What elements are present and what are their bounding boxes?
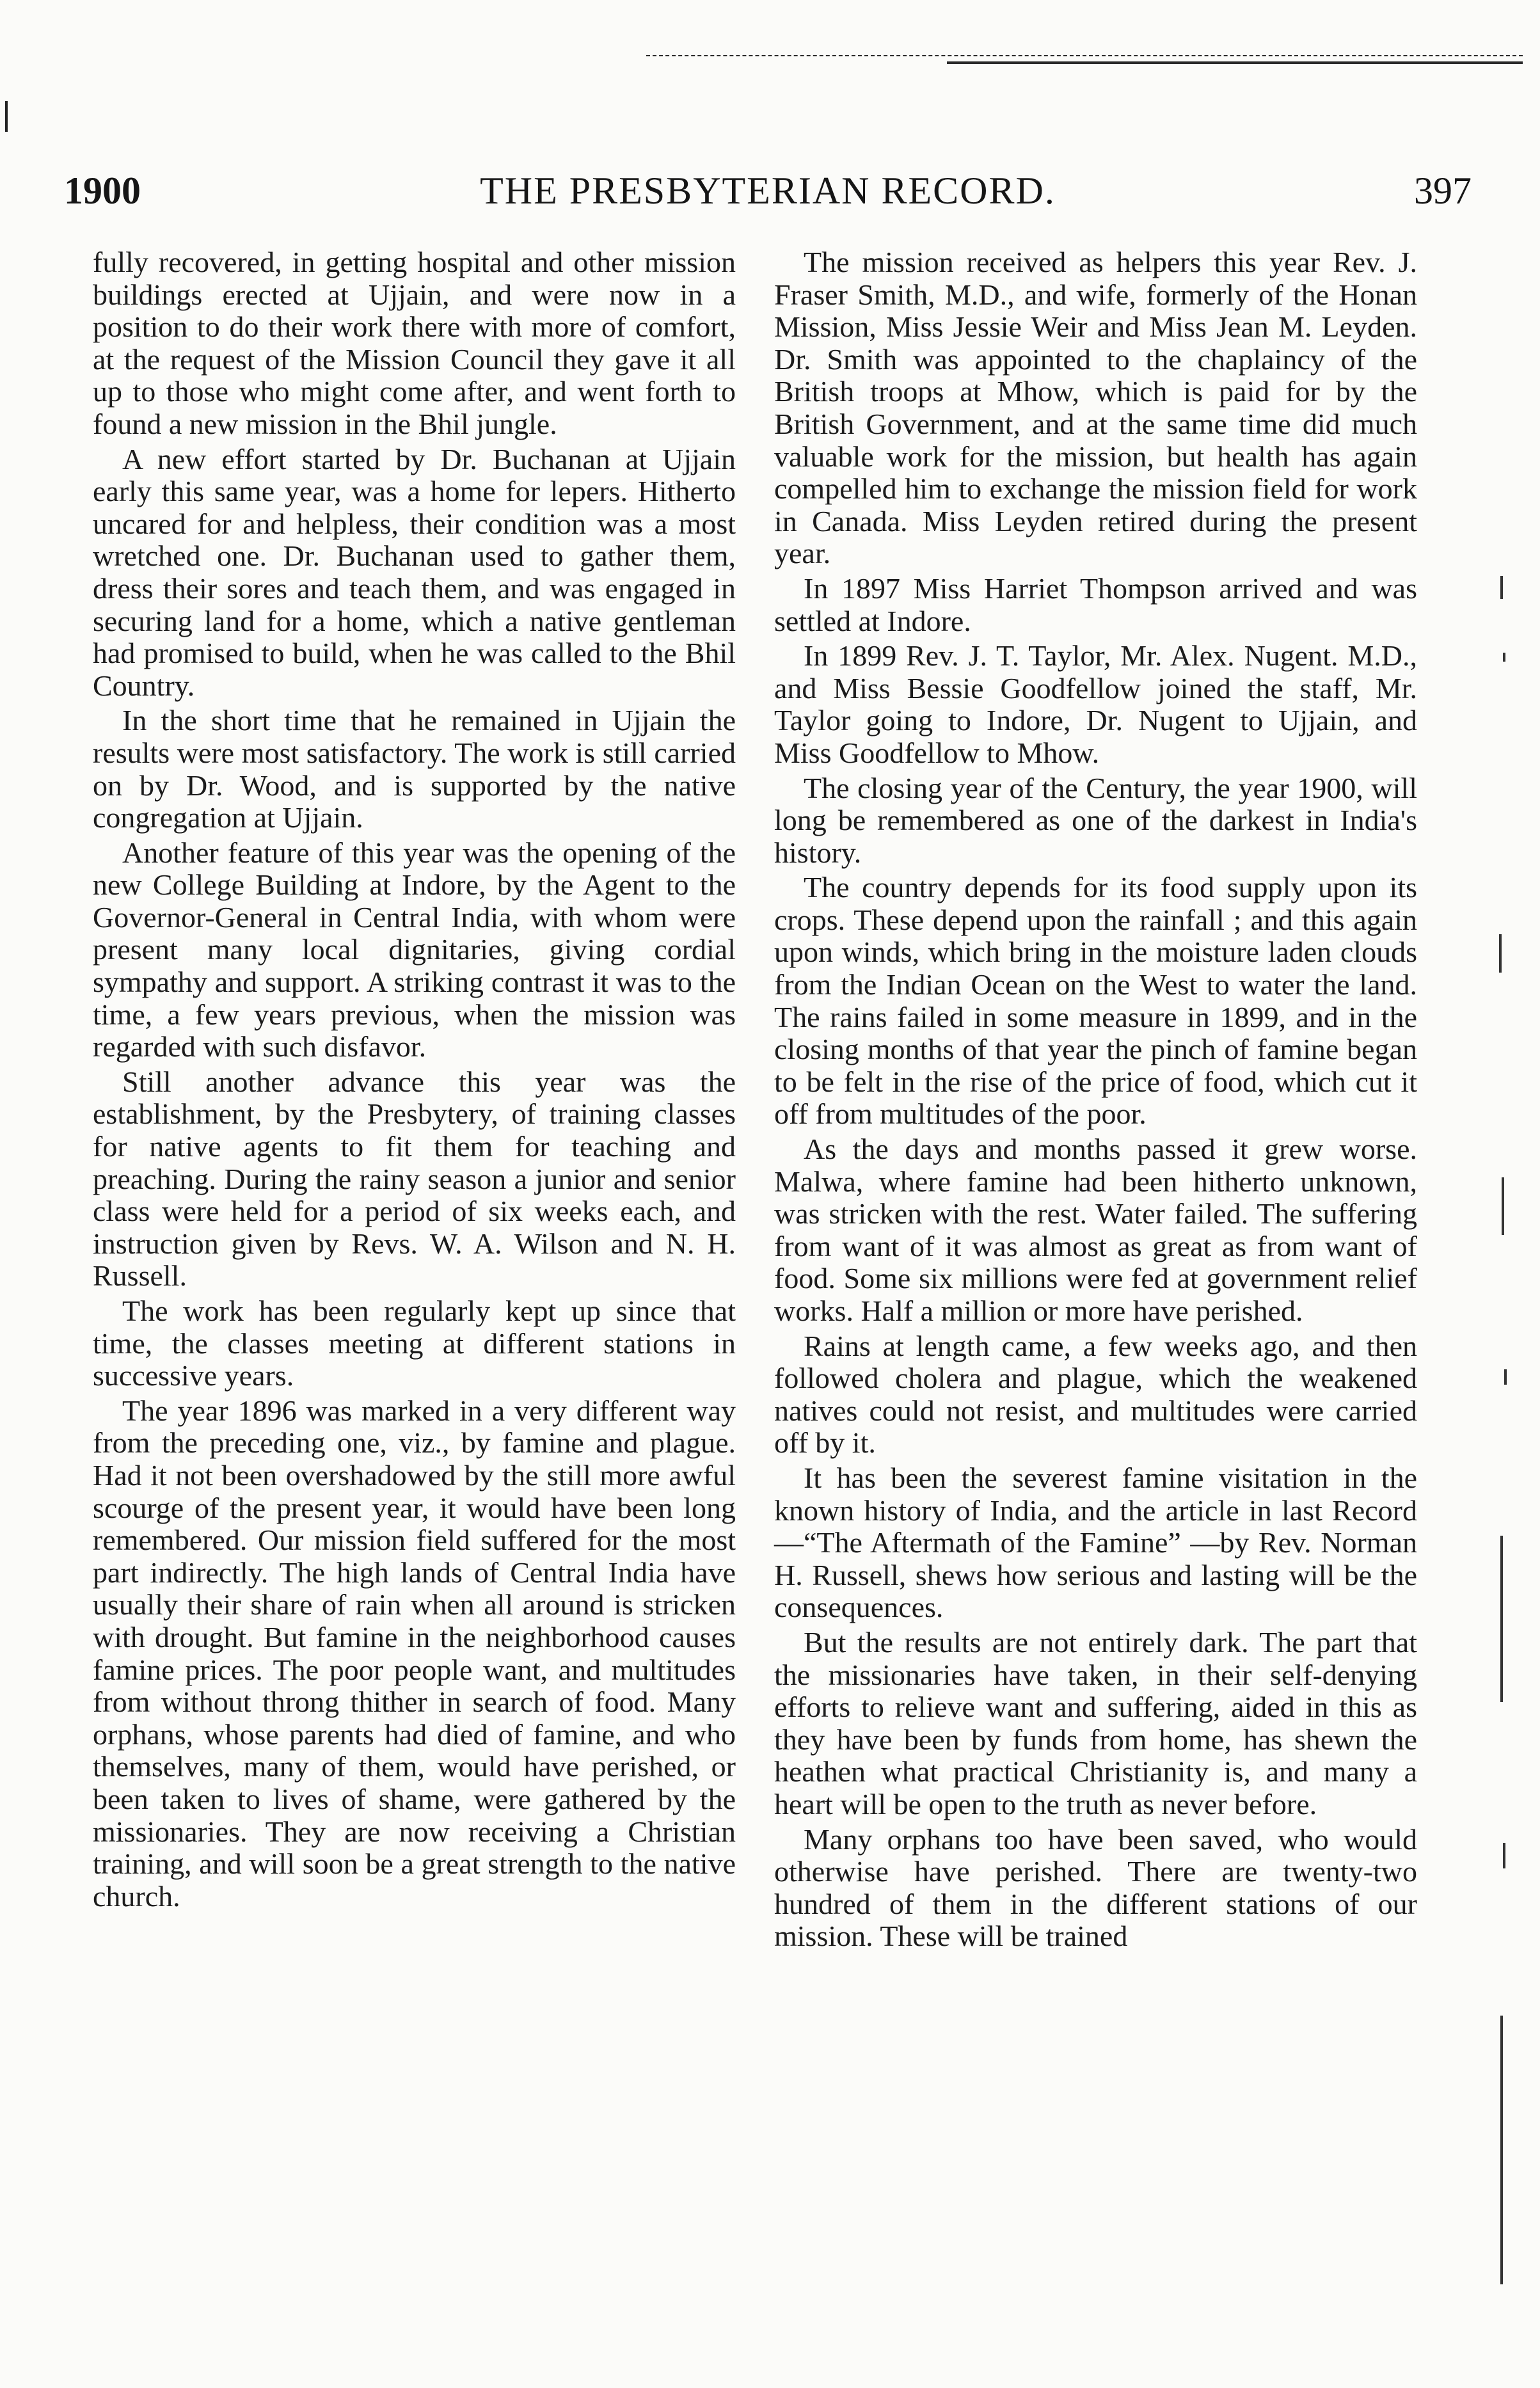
paragraph: A new effort started by Dr. Buchanan at Ujjain early this same year, was a home for lepers. Hitherto uncared for and helpless, their condition was a most wretched one. Dr. Buchanan used to gather them, dress their sores and teach them, and was engaged in securing land for a home, which a native gentleman had promised to build, when he was called to the Bhil Country. [93, 442, 736, 702]
paragraph: The country depends for its food supply upon its crops. These depend upon the rainfall ; and this again upon winds, which bring in the moisture laden clouds from the Indian Ocean on the West to water the land. The rains failed in some measure in 1899, and in the closing months of that year the pinch of famine began to be felt in the rise of the price of food, which cut it off from multitudes of the poor. [774, 871, 1417, 1131]
paragraph: In 1897 Miss Harriet Thompson arrived and was settled at Indore. [774, 571, 1417, 637]
paragraph: Still another advance this year was the establishment, by the Presbytery, of training classes for native agents to fit them for teaching and preaching. During the rainy season a junior and senior class were held for a period of six weeks each, and instruction given by Revs. W. A. Wilson and N. H. Russell. [93, 1065, 736, 1293]
page-edge-noise [1475, 576, 1532, 2368]
paragraph: The work has been regularly kept up since that time, the classes meeting at different stations in successive years. [93, 1294, 736, 1392]
paragraph: In 1899 Rev. J. T. Taylor, Mr. Alex. Nugent. M.D., and Miss Bessie Goodfellow joined the staff, Mr. Taylor going to Indore, Dr. Nugent to Ujjain, and Miss Goodfellow to Mhow. [774, 639, 1417, 769]
left-column [93, 246, 736, 1913]
paragraph: As the days and months passed it grew worse. Malwa, where famine had been hitherto unknown, was stricken with the rest. Water failed. The suffering from want of it was almost as great as from want of food. Some six millions were fed at government relief works. Half a million or more have perished. [774, 1133, 1417, 1327]
paragraph: Many orphans too have been saved, who would otherwise have perished. There are twenty-two hundred of them in the different stations of our mission. These will be trained [774, 1822, 1417, 1953]
paragraph: The year 1896 was marked in a very different way from the preceding one, viz., by famine and plague. Had it not been overshadowed by the still more awful scourge of the present year, it would have been long remembered. Our mission field suffered for the most part indirectly. The high lands of Central India have usually their share of rain when all around is stricken with drought. But famine in the neighborhood causes famine prices. The poor people want, and multitudes from without throng thither in search of food. Many orphans, whose parents had died of famine, and who themselves, many of them, would have perished, or been taken to lives of shame, were gathered by the missionaries. They are now receiving a Christian training, and will soon be a great strength to the native church. [93, 1394, 736, 1913]
top-rule-heavy [947, 61, 1523, 64]
paragraph: It has been the severest famine visitation in the known history of India, and the article in last Record—“The Aftermath of the Famine” —by Rev. Norman H. Russell, shews how serious and lasting will be the consequences. [774, 1461, 1417, 1624]
paragraph: Another feature of this year was the opening of the new College Building at Indore, by the Agent to the Governor-General in Central India, with whom were present many local dignitaries, giving cordial sympathy and support. A striking contrast it was to the time, a few years previous, when the mission was regarded with such disfavor. [93, 836, 736, 1063]
header-year: 1900 [64, 170, 141, 212]
paragraph: The mission received as helpers this year Rev. J. Fraser Smith, M.D., and wife, formerly of the Honan Mission, Miss Jessie Weir and Miss Jean M. Leyden. Dr. Smith was appointed to the chaplaincy of the British troops at Mhow, which is paid for by the British Government, and at the same time did much valuable work for the mission, but health has again compelled him to exchange the mission field for work in Canada. Miss Leyden retired during the present year. [774, 246, 1417, 570]
paragraph: But the results are not entirely dark. The part that the missionaries have taken, in their self-denying efforts to relieve want and suffering, aided in this as they have been by funds from home, has shewn the heathen what practical Christianity is, and many a heart will be open to the truth as never before. [774, 1625, 1417, 1820]
running-header [64, 165, 1472, 216]
top-rule [646, 55, 1523, 56]
paragraph: The closing year of the Century, the year 1900, will long be remembered as one of the darkest in India's history. [774, 771, 1417, 869]
page-number: 397 [1414, 170, 1472, 212]
margin-mark [5, 101, 8, 132]
publication-title: THE PRESBYTERIAN RECORD. [480, 170, 1056, 212]
paragraph: In the short time that he remained in Ujjain the results were most satisfactory. The work is still carried on by Dr. Wood, and is supported by the native congregation at Ujjain. [93, 704, 736, 834]
right-column [774, 246, 1417, 1953]
paragraph: fully recovered, in getting hospital and other mission buildings erected at Ujjain, and were now in a position to do their work there with more of comfort, at the request of the Mission Council they gave it all up to those who might come after, and went forth to found a new mission in the Bhil jungle. [93, 246, 736, 440]
paragraph: Rains at length came, a few weeks ago, and then followed cholera and plague, which the weakened natives could not resist, and multitudes were carried off by it. [774, 1329, 1417, 1460]
